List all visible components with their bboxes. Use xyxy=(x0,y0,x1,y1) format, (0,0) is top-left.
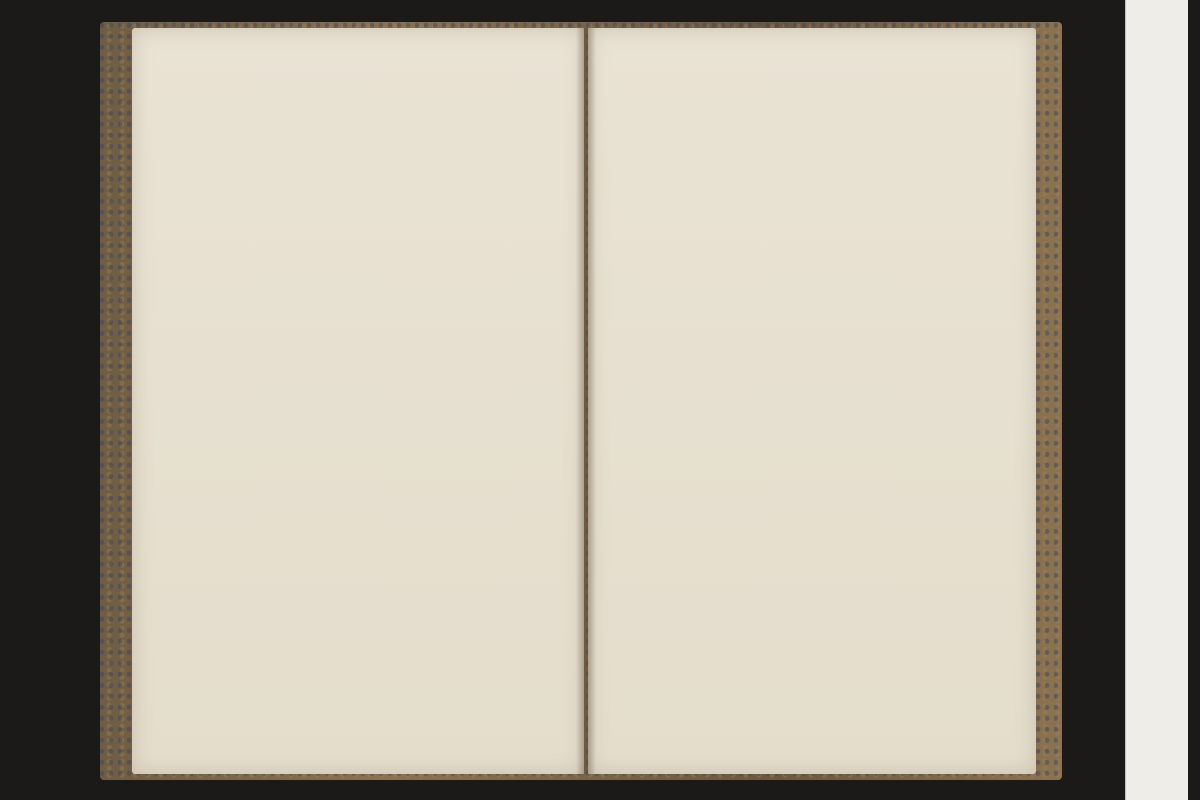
book-gutter xyxy=(576,28,596,774)
measuring-ruler xyxy=(1125,0,1188,800)
right-page xyxy=(588,28,1036,774)
left-page xyxy=(132,28,584,774)
